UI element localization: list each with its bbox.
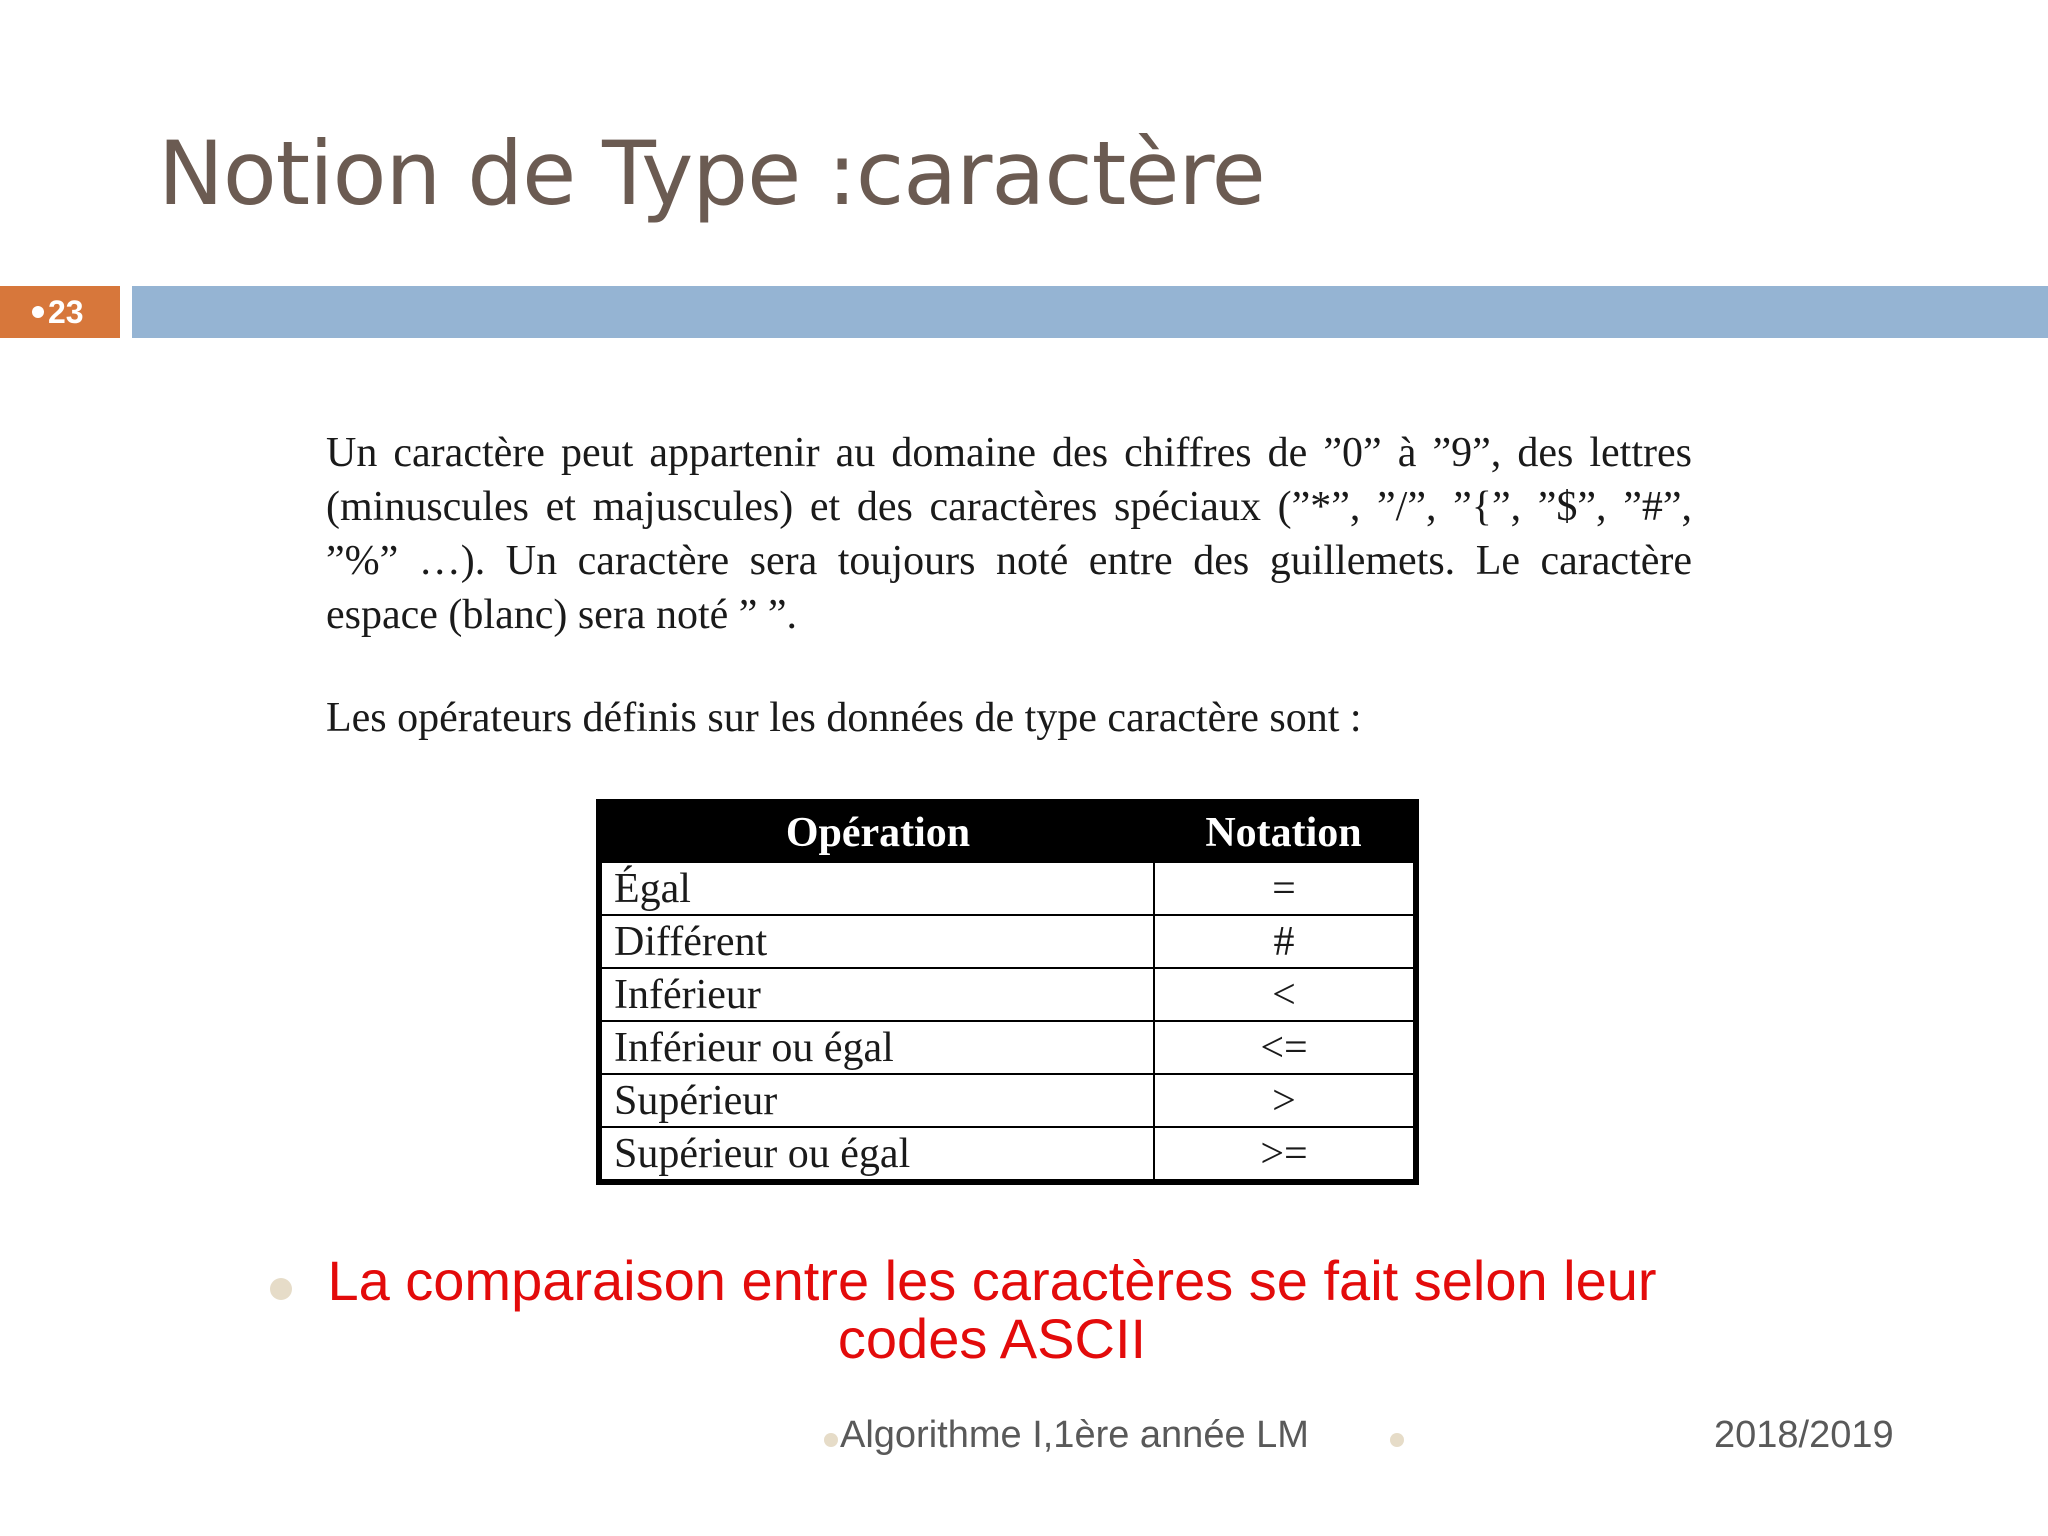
title-divider-bar (132, 286, 2048, 338)
operation-cell: Supérieur (599, 1074, 1154, 1127)
footer-course: Algorithme I,1ère année LM (840, 1414, 1309, 1456)
operation-cell: Inférieur (599, 968, 1154, 1021)
conclusion-text: La comparaison entre les caractères se fait selon leur codes ASCII (327, 1249, 1657, 1370)
slide-number-badge (0, 286, 120, 338)
body-paragraph: Un caractère peut appartenir au domaine des chiffres de ”0” à ”9”, des lettres (minuscules et majuscules) et des caractères spéciaux (”*”, ”/”, ”{”, ”$”, ”#”, ”%” …). Un caractère sera toujours noté entre des guillemets. Le caractère espace (blanc) sera noté ” ”. (326, 430, 1692, 638)
notation-cell: > (1154, 1074, 1416, 1127)
conclusion-bullet (270, 1249, 1714, 1370)
bullet-dot-icon (1390, 1433, 1404, 1447)
operation-cell: Égal (599, 862, 1154, 915)
table-header-row (599, 802, 1416, 862)
bullet-dot-icon (824, 1433, 838, 1447)
footer-year: 2018/2019 (1714, 1414, 1894, 1456)
operation-cell: Différent (599, 915, 1154, 968)
notation-cell: < (1154, 968, 1416, 1021)
notation-cell: # (1154, 915, 1416, 968)
table-row (599, 1074, 1416, 1127)
operators-table (596, 799, 1419, 1185)
operation-cell: Supérieur ou égal (599, 1127, 1154, 1182)
table-row (599, 915, 1416, 968)
table-header-notation: Notation (1154, 802, 1416, 862)
operators-intro: Les opérateurs définis sur les données de type caractère sont : (326, 695, 1362, 741)
table-row (599, 1021, 1416, 1074)
slide-number: 23 (48, 294, 84, 330)
table-header-operation: Opération (599, 802, 1154, 862)
bullet-dot-icon (32, 306, 44, 318)
table-row (599, 968, 1416, 1021)
table-row (599, 862, 1416, 915)
table-row (599, 1127, 1416, 1182)
notation-cell: >= (1154, 1127, 1416, 1182)
bullet-dot-icon (270, 1278, 292, 1300)
notation-cell: = (1154, 862, 1416, 915)
operation-cell: Inférieur ou égal (599, 1021, 1154, 1074)
notation-cell: <= (1154, 1021, 1416, 1074)
slide-title: Notion de Type :caractère (158, 122, 1265, 225)
